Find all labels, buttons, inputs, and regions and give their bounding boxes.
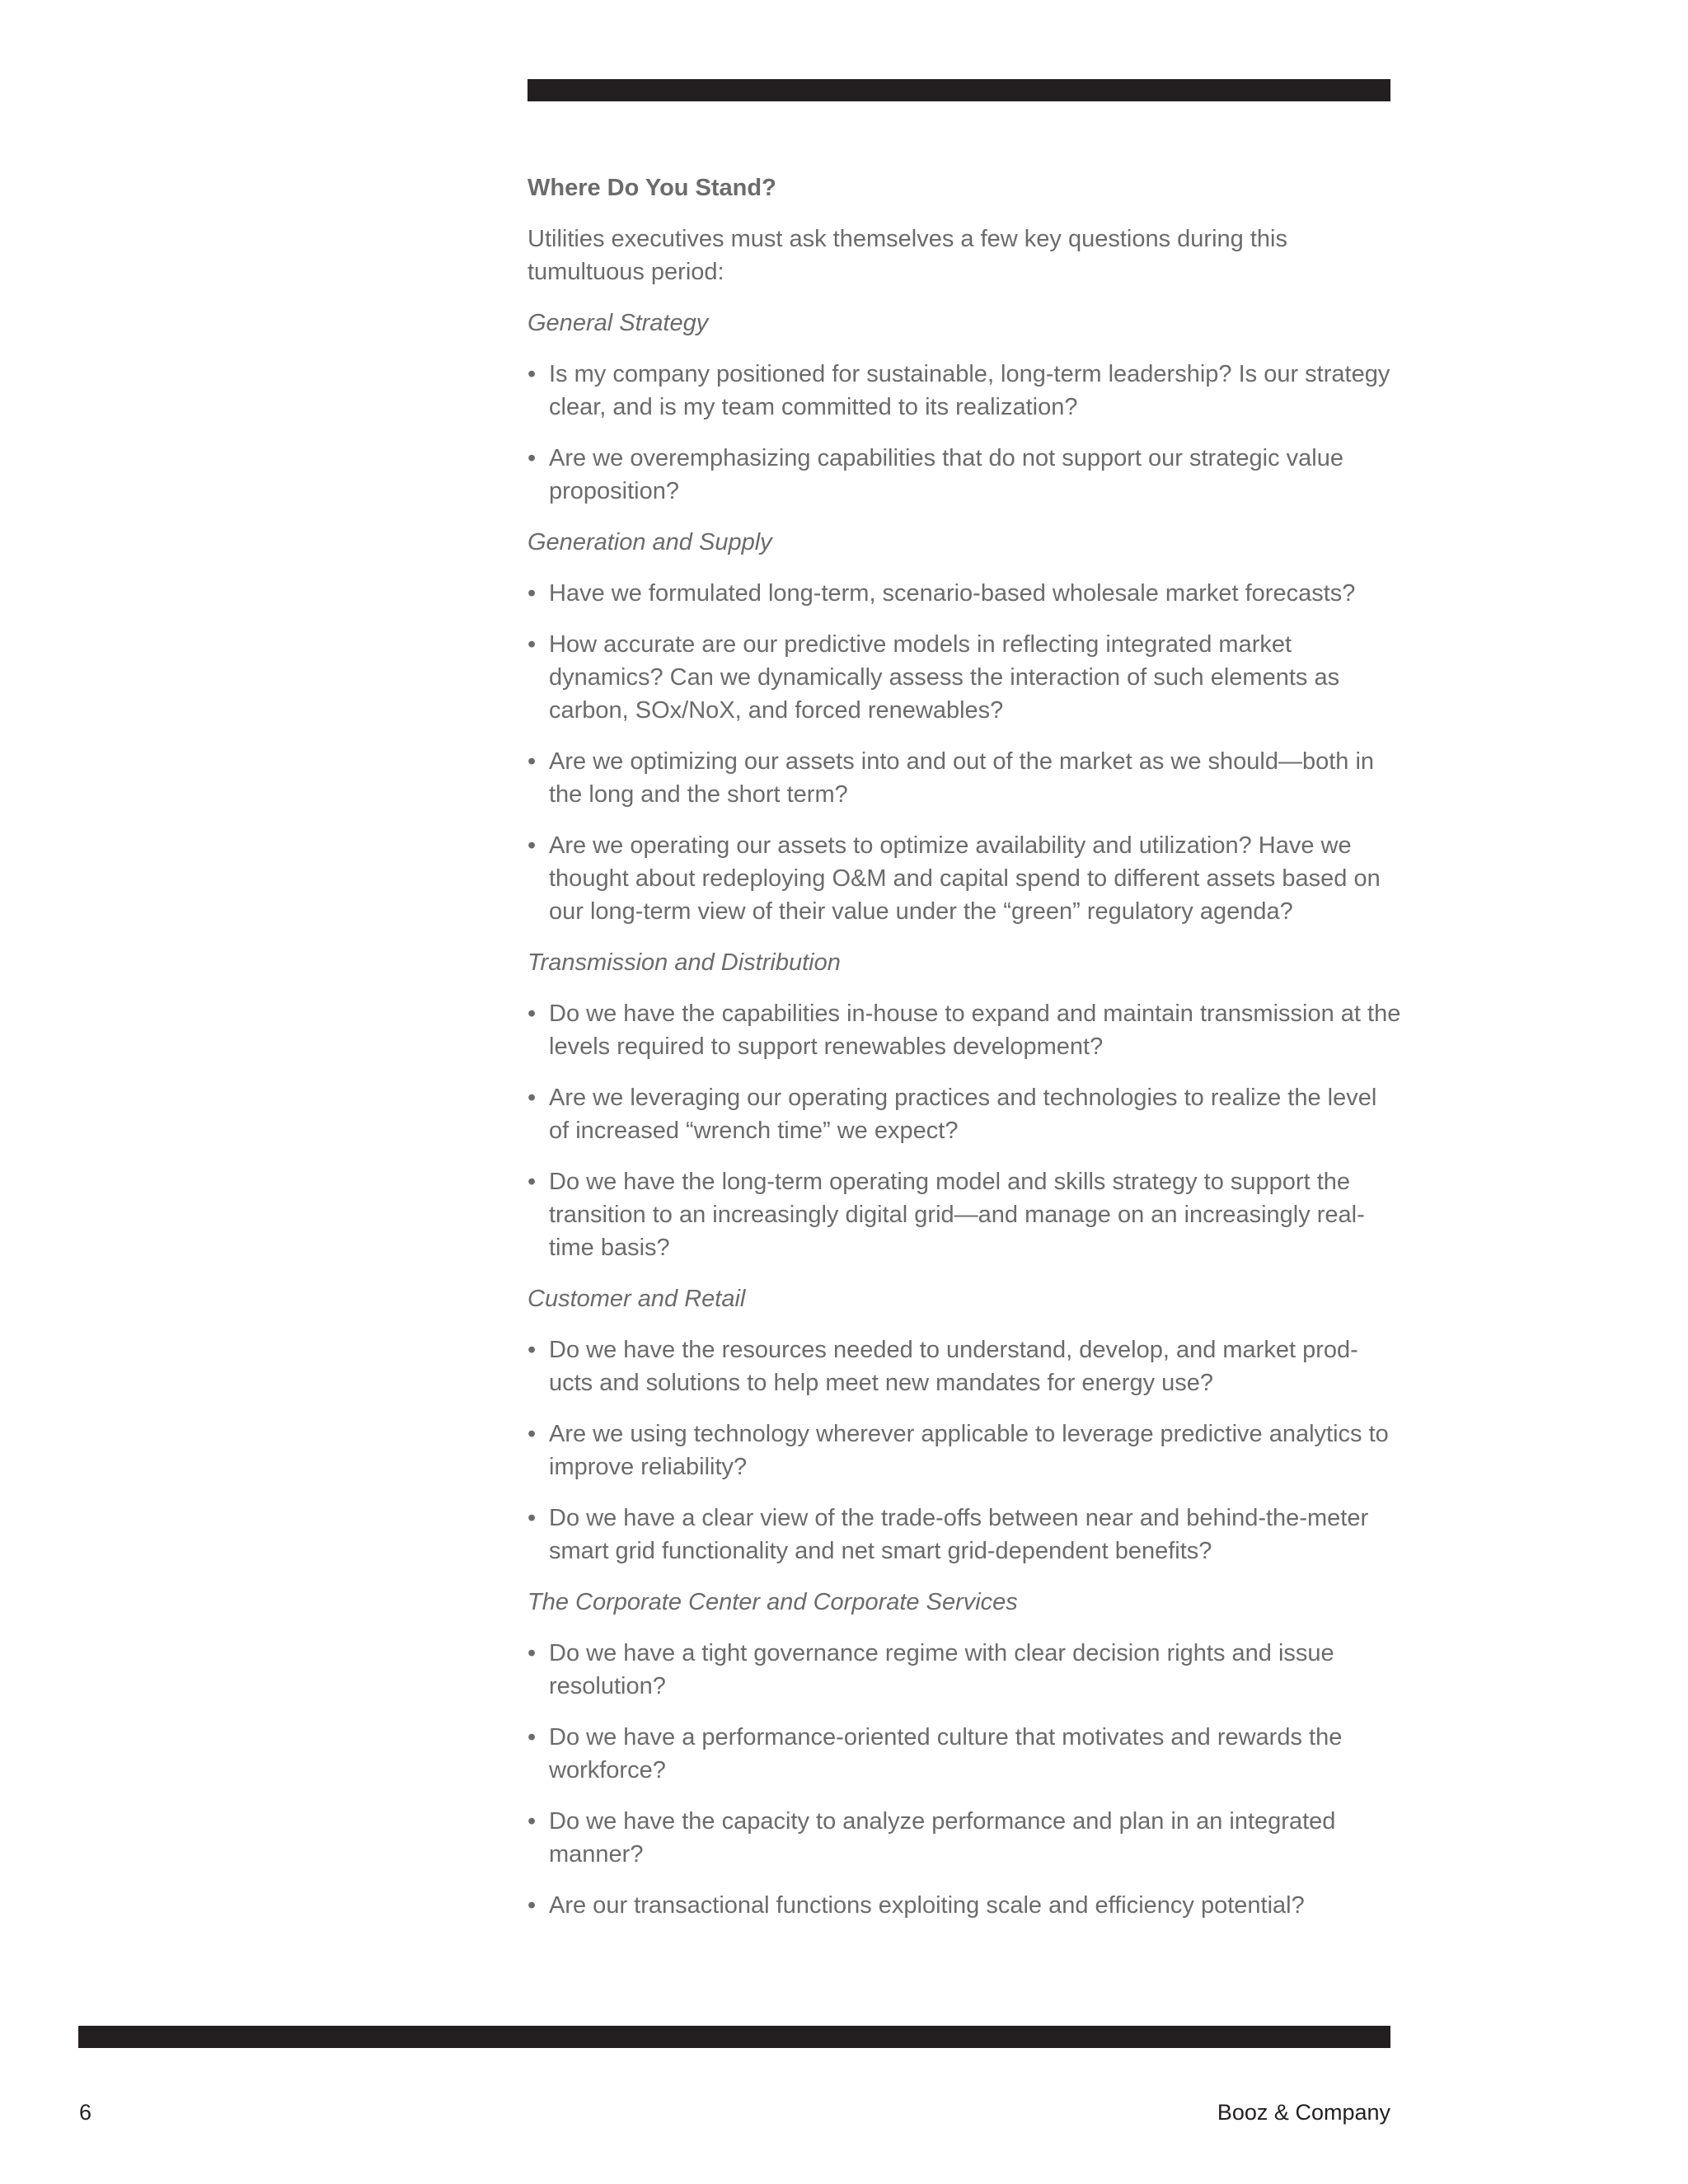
bullet-icon: • [528, 1724, 537, 1750]
question-item [528, 745, 1401, 811]
bottom-rule [78, 2026, 1390, 2048]
question-text: Do we have the capabilities in-house to expand and maintain transmission at the levels required to support renewables development? [549, 1001, 1401, 1060]
footer-brand: Booz & Company [1217, 2100, 1390, 2125]
top-rule [528, 79, 1390, 101]
bullet-icon: • [528, 1808, 537, 1835]
bullet-icon: • [528, 748, 537, 775]
question-text: Do we have the resources needed to understand, develop, and market prod-ucts and solutions to help meet new mandates for energy use? [549, 1337, 1358, 1396]
question-list [528, 577, 1401, 928]
bullet-icon: • [528, 1001, 537, 1027]
question-item [528, 1165, 1401, 1264]
bullet-icon: • [528, 1505, 537, 1531]
question-item [528, 358, 1401, 424]
question-text: Do we have a performance-oriented culture that motivates and rewards the workforce? [549, 1724, 1343, 1783]
question-item [528, 442, 1401, 508]
question-item [528, 1333, 1401, 1399]
section-title: The Corporate Center and Corporate Services [528, 1589, 1018, 1615]
bullet-icon: • [528, 580, 537, 607]
page-heading: Where Do You Stand? [528, 175, 776, 201]
bullet-icon: • [528, 361, 537, 387]
question-item [528, 1418, 1401, 1483]
question-text: Are we optimizing our assets into and out of the market as we should—both in the long and the short term? [549, 748, 1375, 808]
question-text: Are we operating our assets to optimize availability and utilization? Have we thought about redeploying O&M and capital spend to different assets based on our long-term view of their value under the “green” regulatory agenda? [549, 832, 1381, 925]
bullet-icon: • [528, 1085, 537, 1111]
main-content [528, 171, 1401, 1940]
question-text: Have we formulated long-term, scenario-based wholesale market forecasts? [549, 580, 1356, 607]
section-title: General Strategy [528, 310, 709, 336]
question-text: Do we have a clear view of the trade-offs between near and behind-the-meter smart grid functionality and net smart grid-dependent benefits? [549, 1505, 1369, 1564]
question-text: Do we have a tight governance regime with clear decision rights and issue resolution? [549, 1640, 1334, 1699]
question-text: Are our transactional functions exploiting scale and efficiency potential? [549, 1892, 1305, 1919]
question-text: How accurate are our predictive models in reflecting integrated market dynamics? Can we dynamically assess the interaction of such elements as carbon, SOx/NoX, and forced renewables? [549, 631, 1340, 724]
question-item [528, 1805, 1401, 1871]
question-sections [528, 307, 1401, 1922]
bullet-icon: • [528, 1640, 537, 1666]
bullet-icon: • [528, 631, 537, 658]
question-text: Are we overemphasizing capabilities that do not support our strategic value proposition? [549, 445, 1343, 504]
bullet-icon: • [528, 1421, 537, 1447]
section-title: Customer and Retail [528, 1286, 746, 1312]
question-item [528, 1889, 1401, 1922]
bullet-icon: • [528, 445, 537, 471]
question-text: Are we leveraging our operating practices and technologies to realize the level of increased “wrench time” we expect? [549, 1085, 1377, 1144]
bullet-icon: • [528, 1892, 537, 1919]
bullet-icon: • [528, 1169, 537, 1195]
section-title: Transmission and Distribution [528, 949, 841, 976]
question-list [528, 358, 1401, 508]
question-item [528, 997, 1401, 1063]
question-item [528, 1081, 1401, 1147]
section-title: Generation and Supply [528, 529, 772, 555]
question-list [528, 1333, 1401, 1568]
question-list [528, 1637, 1401, 1922]
question-list [528, 997, 1401, 1264]
question-item [528, 577, 1401, 610]
question-item [528, 1502, 1401, 1568]
intro-paragraph: Utilities executives must ask themselves a few key questions during this tumultuous period: [528, 226, 1287, 285]
question-text: Do we have the long-term operating model and skills strategy to support the transition to an increasingly digital grid—and manage on an increasingly real-time basis? [549, 1169, 1365, 1261]
question-text: Is my company positioned for sustainable, long-term leadership? Is our strategy clear, and is my team committed to its realization? [549, 361, 1390, 420]
question-item [528, 628, 1401, 727]
bullet-icon: • [528, 832, 537, 859]
question-text: Are we using technology wherever applicable to leverage predictive analytics to improve reliability? [549, 1421, 1389, 1480]
page-number: 6 [79, 2100, 92, 2125]
question-item [528, 829, 1401, 928]
bullet-icon: • [528, 1337, 537, 1363]
question-item [528, 1721, 1401, 1787]
question-text: Do we have the capacity to analyze performance and plan in an integrated manner? [549, 1808, 1336, 1868]
question-item [528, 1637, 1401, 1703]
